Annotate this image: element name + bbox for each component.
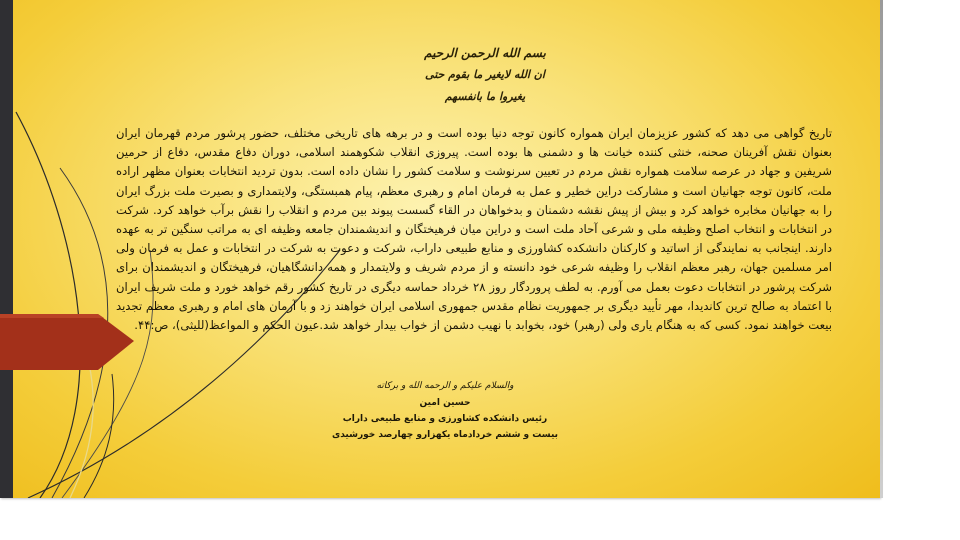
quran-verse-text: ان الله لایغیر ما بقوم حتی یغیروا ما بانفسهم	[425, 68, 545, 103]
slide-edge-shadow	[880, 0, 883, 498]
closing-greeting: والسلام علیکم و الرحمه الله و برکاته	[376, 381, 514, 391]
signature-block	[330, 378, 560, 443]
signer-name: حسین امین	[419, 398, 471, 408]
header-calligraphy	[420, 42, 550, 108]
curve-line	[84, 374, 114, 498]
signature-date: بیست و ششم خردادماه یکهزارو چهارصد خورشیدی	[331, 430, 559, 440]
signer-role: رئیس دانشکده کشاورزی و منابع طبیعی داراب	[342, 414, 548, 424]
main-paragraph: تاریخ گواهی می دهد که کشور عزیزمان ایران همواره کانون توجه دنیا بوده است و در برهه های تاریخی مختلف، حضور پرشور مردم قهرمان ایران بعنوان نقش آفرینان صحنه، خنثی کننده خیانت ها و دشمنی ها بوده است. پیروزی انقلاب شکوهمند اسلامی، دوران دفاع مقدس، دفاع از حرمین شریفین و جهاد در عرصه سلامت همواره نقش مردم در تعیین سرنوشت و سلامت کشور را نشان داده است. بدون تردید انتخابات بعنوان مظهر اراده ملت، کانون توجه جهانیان است و مشارکت دراین خطیر و عمل به فرمان امام و رهبری معظم، پیام همبستگی، ولایتمداری و بصیرت ملت بزرگ ایران را به جهانیان مخابره خواهد کرد و بیش از پیش نقشه دشمنان و بدخواهان در القاء گسست پیوند بین مردم و انقلاب را نقش برآب خواهد کرد. شرکت در انتخابات و انتخاب اصلح وظیفه ملی و شرعی آحاد ملت است و دراین میان فرهیختگان و اندیشمندان جامعه وظیفه ای به مراتب سنگین تر به عهده دارند. اینجانب به نمایندگی از اساتید و کارکنان دانشکده کشاورزی و منابع طبیعی داراب، شرکت و دعوت به شرکت در انتخابات و عمل به فرمان ولی امر مسلمین جهان، رهبر معظم انقلاب را وظیفه شرعی خود دانسته و از مردم شریف و ولایتمدار و همه دانشگاهیان، فرهیختگان و اندیشمندان برای شرکت پرشور در انتخابات دعوت بعمل می آورم. به لطف پروردگار روز ۲۸ خرداد حماسه دیگری در تاریخ کشور رقم خواهد خورد و ملت شریف ایران با اعتماد به صالح ترین کاندیدا، مهر تأیید دیگری بر جمهوریت نظام مقدس جمهوری اسلامی ایران خواهند زد و با آرمان های امام و رهبری معظم تجدید بیعت خواهند نمود. کسی که به هنگام یاری ولی (رهبر) خود، بخوابد با نهیب دشمن از خواب بیدار خواهد شد.عیون الحکم و المواعظ(للیثی)، ص:۴۴.	[116, 126, 832, 333]
red-arrow-shape	[0, 314, 134, 370]
curve-line	[16, 112, 80, 498]
red-arrow-highlight	[0, 314, 104, 318]
basmala-text: بسم الله الرحمن الرحیم	[424, 46, 546, 60]
